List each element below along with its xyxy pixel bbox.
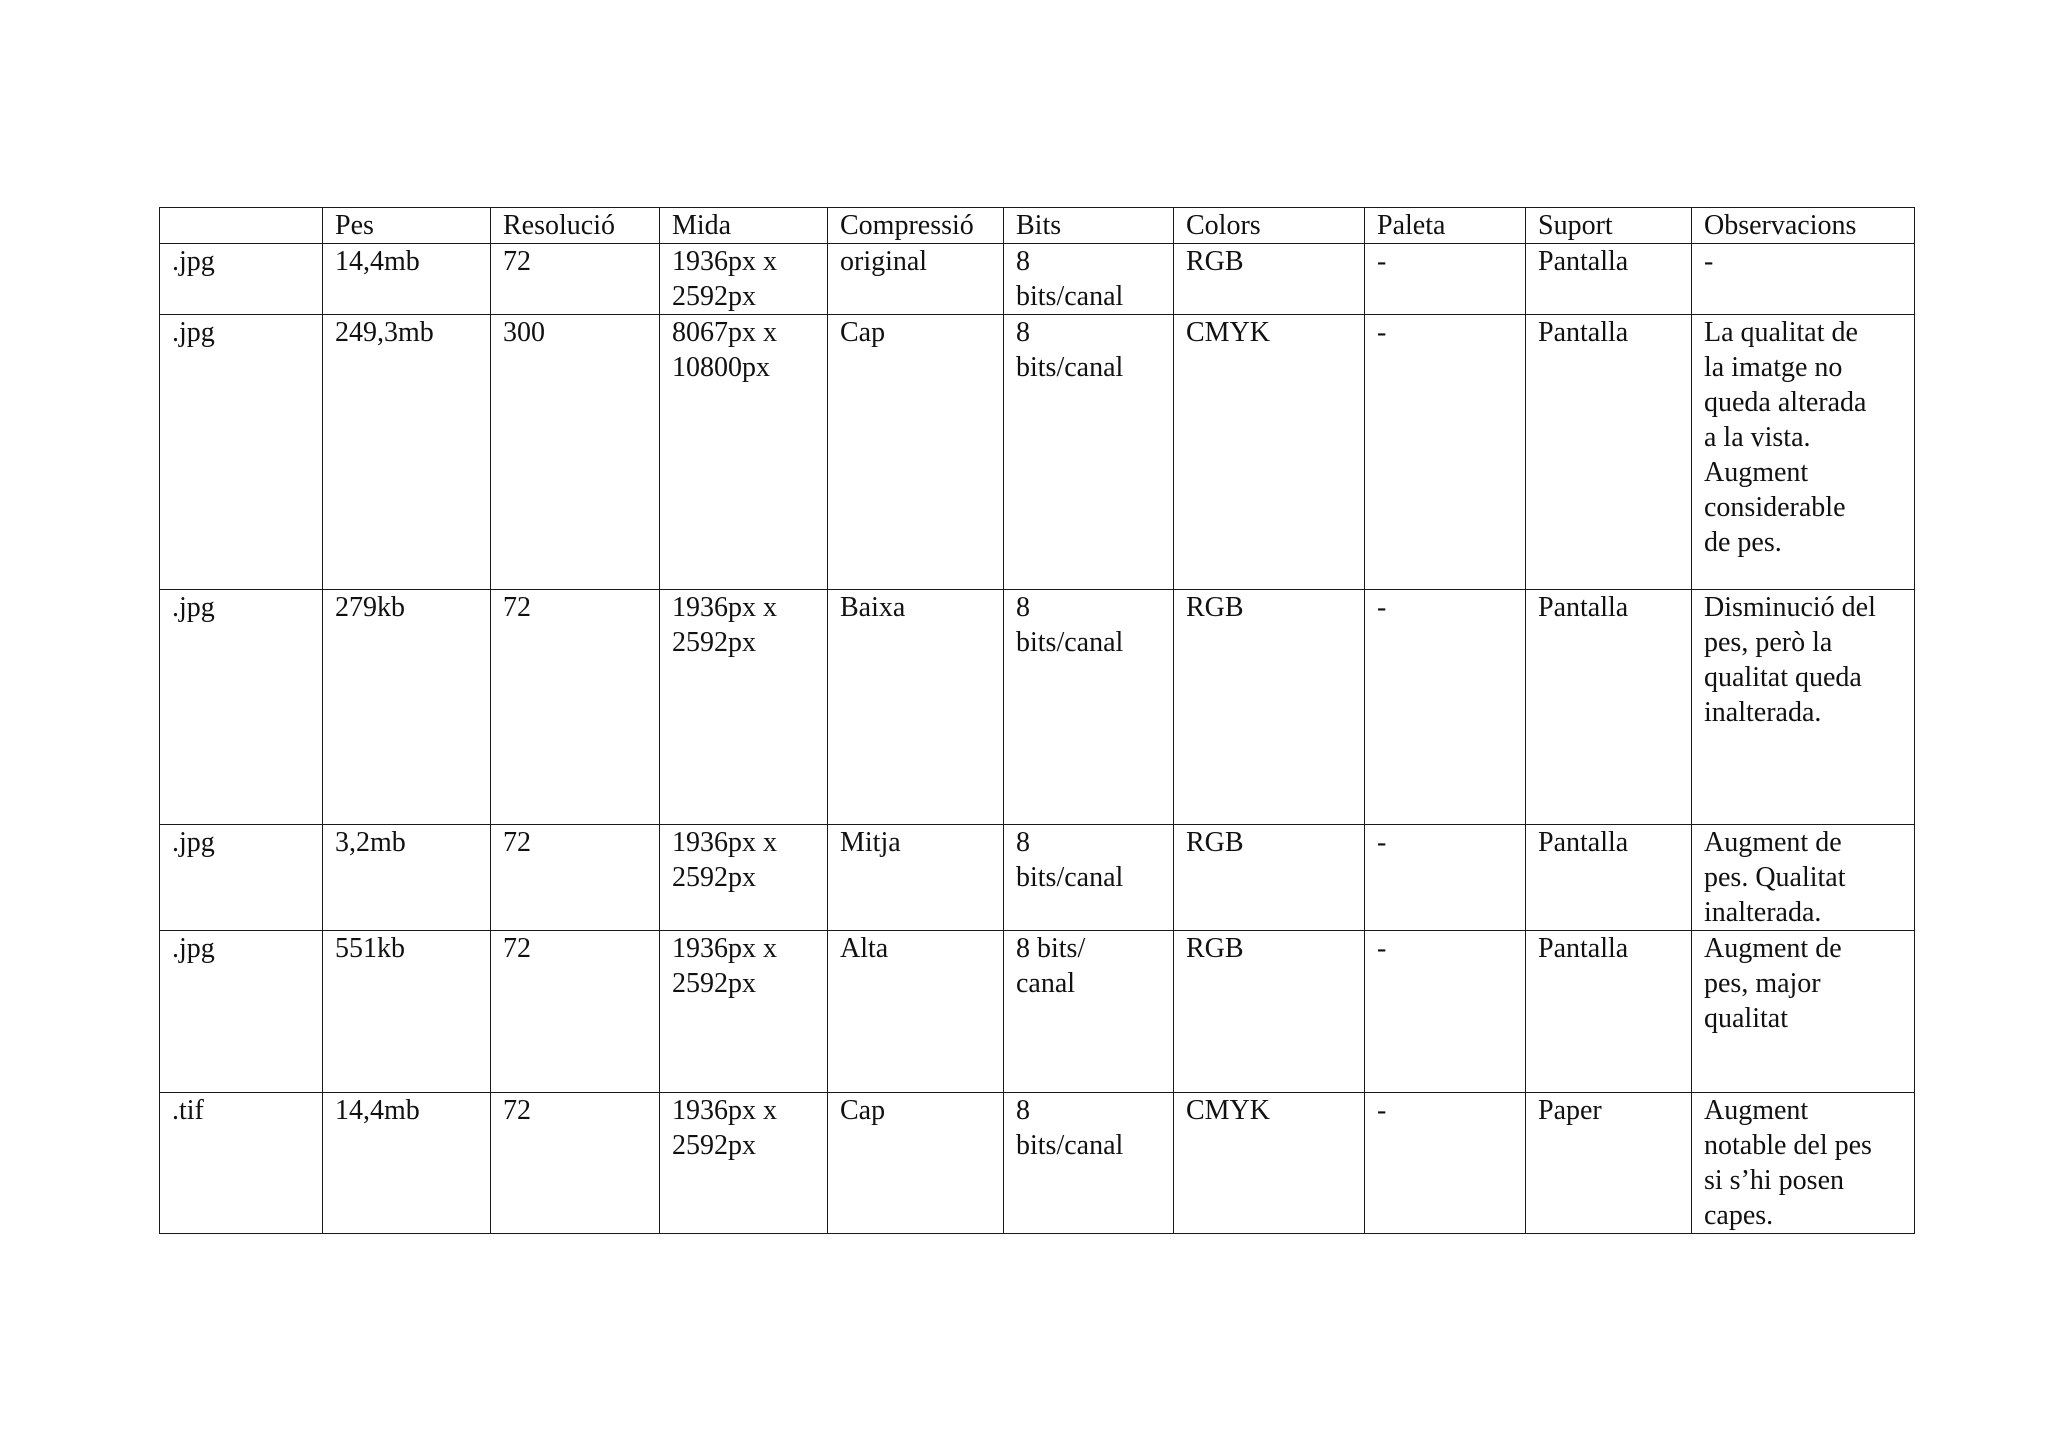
cell-mida: 1936px x 2592px <box>660 825 828 931</box>
cell-resolucio: 72 <box>491 1093 660 1234</box>
table-row <box>160 244 1915 315</box>
cell-colors: RGB <box>1174 590 1365 825</box>
header-cell-paleta: Paleta <box>1365 208 1526 244</box>
cell-pes: 551kb <box>323 931 491 1093</box>
cell-mida: 1936px x 2592px <box>660 244 828 315</box>
cell-bits: 8 bits/canal <box>1004 1093 1174 1234</box>
cell-paleta: - <box>1365 244 1526 315</box>
table-row <box>160 931 1915 1093</box>
cell-compressio: original <box>828 244 1004 315</box>
cell-observacions: - <box>1692 244 1915 315</box>
cell-compressio: Cap <box>828 315 1004 590</box>
cell-format: .jpg <box>160 590 323 825</box>
image-format-comparison-table <box>159 207 1915 1234</box>
cell-pes: 3,2mb <box>323 825 491 931</box>
header-cell-suport: Suport <box>1526 208 1692 244</box>
cell-bits: 8 bits/canal <box>1004 590 1174 825</box>
cell-bits: 8 bits/canal <box>1004 244 1174 315</box>
cell-resolucio: 72 <box>491 825 660 931</box>
cell-paleta: - <box>1365 931 1526 1093</box>
cell-observacions: Augment notable del pes si s’hi posen capes. <box>1692 1093 1915 1234</box>
cell-colors: RGB <box>1174 931 1365 1093</box>
cell-resolucio: 72 <box>491 244 660 315</box>
table-row <box>160 590 1915 825</box>
cell-observacions: La qualitat de la imatge no queda alterada a la vista. Augment considerable de pes. <box>1692 315 1915 590</box>
cell-format: .tif <box>160 1093 323 1234</box>
cell-mida: 1936px x 2592px <box>660 931 828 1093</box>
cell-suport: Pantalla <box>1526 315 1692 590</box>
cell-colors: CMYK <box>1174 315 1365 590</box>
cell-format: .jpg <box>160 931 323 1093</box>
cell-resolucio: 72 <box>491 590 660 825</box>
header-cell-compressio: Compressió <box>828 208 1004 244</box>
cell-suport: Pantalla <box>1526 931 1692 1093</box>
header-cell-mida: Mida <box>660 208 828 244</box>
header-cell-pes: Pes <box>323 208 491 244</box>
cell-suport: Pantalla <box>1526 244 1692 315</box>
cell-suport: Paper <box>1526 1093 1692 1234</box>
cell-resolucio: 72 <box>491 931 660 1093</box>
table-row <box>160 315 1915 590</box>
cell-paleta: - <box>1365 315 1526 590</box>
cell-format: .jpg <box>160 825 323 931</box>
cell-mida: 1936px x 2592px <box>660 1093 828 1234</box>
cell-compressio: Mitja <box>828 825 1004 931</box>
cell-observacions: Augment de pes, major qualitat <box>1692 931 1915 1093</box>
cell-colors: CMYK <box>1174 1093 1365 1234</box>
cell-mida: 8067px x 10800px <box>660 315 828 590</box>
cell-format: .jpg <box>160 244 323 315</box>
cell-colors: RGB <box>1174 825 1365 931</box>
cell-compressio: Alta <box>828 931 1004 1093</box>
cell-compressio: Cap <box>828 1093 1004 1234</box>
cell-mida: 1936px x 2592px <box>660 590 828 825</box>
cell-pes: 279kb <box>323 590 491 825</box>
header-cell-format <box>160 208 323 244</box>
header-cell-bits: Bits <box>1004 208 1174 244</box>
cell-pes: 14,4mb <box>323 244 491 315</box>
cell-compressio: Baixa <box>828 590 1004 825</box>
header-cell-colors: Colors <box>1174 208 1365 244</box>
cell-format: .jpg <box>160 315 323 590</box>
header-cell-resolucio: Resolució <box>491 208 660 244</box>
cell-paleta: - <box>1365 590 1526 825</box>
cell-bits: 8 bits/canal <box>1004 825 1174 931</box>
cell-resolucio: 300 <box>491 315 660 590</box>
cell-colors: RGB <box>1174 244 1365 315</box>
table-row <box>160 825 1915 931</box>
cell-pes: 14,4mb <box>323 1093 491 1234</box>
cell-paleta: - <box>1365 1093 1526 1234</box>
header-cell-observacions: Observacions <box>1692 208 1915 244</box>
cell-suport: Pantalla <box>1526 590 1692 825</box>
cell-bits: 8 bits/canal <box>1004 315 1174 590</box>
cell-suport: Pantalla <box>1526 825 1692 931</box>
table-row <box>160 1093 1915 1234</box>
cell-paleta: - <box>1365 825 1526 931</box>
cell-observacions: Augment de pes. Qualitat inalterada. <box>1692 825 1915 931</box>
cell-pes: 249,3mb <box>323 315 491 590</box>
cell-observacions: Disminució del pes, però la qualitat queda inalterada. <box>1692 590 1915 825</box>
cell-bits: 8 bits/ canal <box>1004 931 1174 1093</box>
table-header-row <box>160 208 1915 244</box>
